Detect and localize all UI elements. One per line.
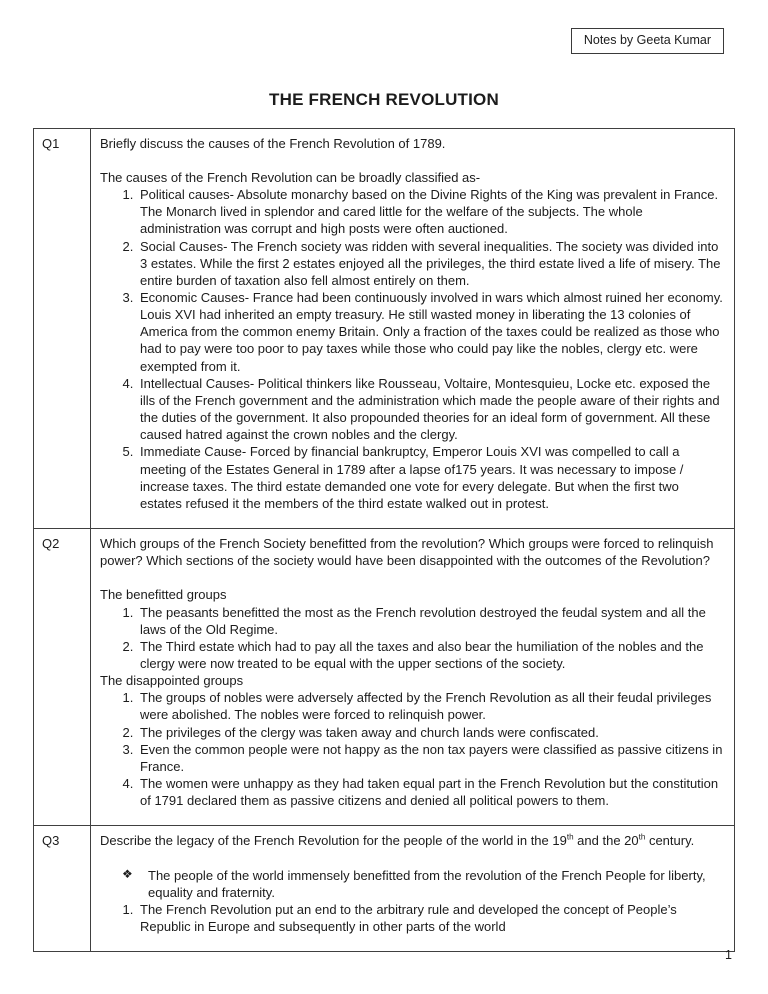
table-row-q3 — [34, 826, 735, 952]
list-item: 1. Political causes- Absolute monarchy based on the Divine Rights of the King was prevalent in France. The Monarch lived in splendor and cared little for the welfare of the subjects. The whole administration was corrupt and high posts were often auctioned. — [137, 186, 724, 237]
question-text-part: century. — [645, 833, 695, 849]
bullet-item-text: The people of the world immensely benefitted from the revolution of the French People for liberty, equality and fraternity. — [148, 867, 706, 900]
list-item: 3. Economic Causes- France had been continuously involved in wars which almost ruined her economy. Louis XVI had inherited an empty treasury. He still wasted money in liberating the 13 colonies of America from the common enemy Britain. Only a fraction of the taxes could be realized as those who had to pay were too poor to pay taxes while those who could pay like the nobles, clergy etc. were exempted from it. — [137, 289, 724, 375]
author-note-box — [571, 28, 724, 54]
table-row-q2 — [34, 529, 735, 826]
table-row-q1 — [34, 128, 735, 528]
list-item: 2. The Third estate which had to pay all the taxes and also bear the humiliation of the nobles and the clergy were now treated to be equal with the upper sections of the society. — [137, 638, 724, 672]
question-text-q2: Which groups of the French Society benefitted from the revolution? Which groups were forced to relinquish power? Which sections of the society would have been disappointed with the outcomes of the Revolution? — [100, 536, 714, 569]
question-number-q2: Q2 — [34, 529, 91, 826]
list-item: 3. Even the common people were not happy as the non tax payers were classified as passive citizens in France. — [137, 741, 724, 775]
list-item: 4. Intellectual Causes- Political thinkers like Rousseau, Voltaire, Montesquieu, Locke etc. exposed the ills of the French government and the administration which made the people aware of their rights and the duties of the government. It also propounded theories for an ideal form of government. All these caused hatred against the crown nobles and the clergy. — [137, 375, 724, 444]
benefitted-heading: The benefitted groups — [100, 587, 227, 603]
question-text-part: and the 20 — [573, 833, 639, 849]
diamond-bullet-icon: ❖ — [122, 866, 133, 881]
question-number-q1: Q1 — [34, 128, 91, 528]
answer-cell-q3 — [91, 826, 735, 952]
list-item: 2. The privileges of the clergy was taken away and church lands were confiscated. — [137, 724, 724, 741]
author-note-text: Notes by Geeta Kumar — [583, 33, 711, 47]
list-item: 2. Social Causes- The French society was ridden with several inequalities. The society was divided into 3 estates. While the first 2 estates enjoyed all the privileges, the third estate lived a life of misery. The entire burden of taxation also fell almost entirely on them. — [137, 238, 724, 289]
list-item: 5. Immediate Cause- Forced by financial bankruptcy, Emperor Louis XVI was compelled to call a meeting of the Estates General in 1789 after a lapse of175 years. It was necessary to impose / increase taxes. The third estate demanded one vote for every delegate. But when the first two estates refused it the members of the third estate walked out in protest. — [137, 443, 724, 512]
answer-list-q1 — [100, 186, 724, 512]
list-item: 1. The groups of nobles were adversely affected by the French Revolution as all their feudal privileges were abolished. The nobles were forced to relinquish power. — [137, 689, 724, 723]
list-item: 1. The peasants benefitted the most as the French revolution destroyed the feudal system and all the laws of the Old Regime. — [137, 604, 724, 638]
question-text-q1: Briefly discuss the causes of the French Revolution of 1789. — [100, 135, 446, 151]
ordinal-superscript: th — [638, 833, 646, 843]
answer-list-q3 — [100, 901, 724, 935]
disappointed-list — [100, 689, 724, 809]
list-item: 1. The French Revolution put an end to the arbitrary rule and developed the concept of People’s Republic in Europe and subsequently in other parts of the world — [137, 901, 724, 935]
answer-cell-q2 — [91, 529, 735, 826]
question-number-q3: Q3 — [34, 826, 91, 952]
disappointed-heading: The disappointed groups — [100, 673, 244, 689]
question-text-q3 — [100, 832, 724, 849]
bullet-item — [122, 867, 724, 901]
qa-table — [33, 128, 735, 952]
benefitted-list — [100, 604, 724, 673]
page-number: 1 — [725, 948, 732, 962]
ordinal-superscript: th — [566, 833, 574, 843]
list-item: 4. The women were unhappy as they had taken equal part in the French Revolution but the constitution of 1791 declared them as passive citizens and denied all political powers to them. — [137, 775, 724, 809]
answer-cell-q1 — [91, 128, 735, 528]
answer-intro-q1: The causes of the French Revolution can be broadly classified as- — [100, 169, 481, 185]
document-title: THE FRENCH REVOLUTION — [269, 89, 499, 109]
question-text-part: Describe the legacy of the French Revolution for the people of the world in the 19 — [100, 833, 567, 849]
